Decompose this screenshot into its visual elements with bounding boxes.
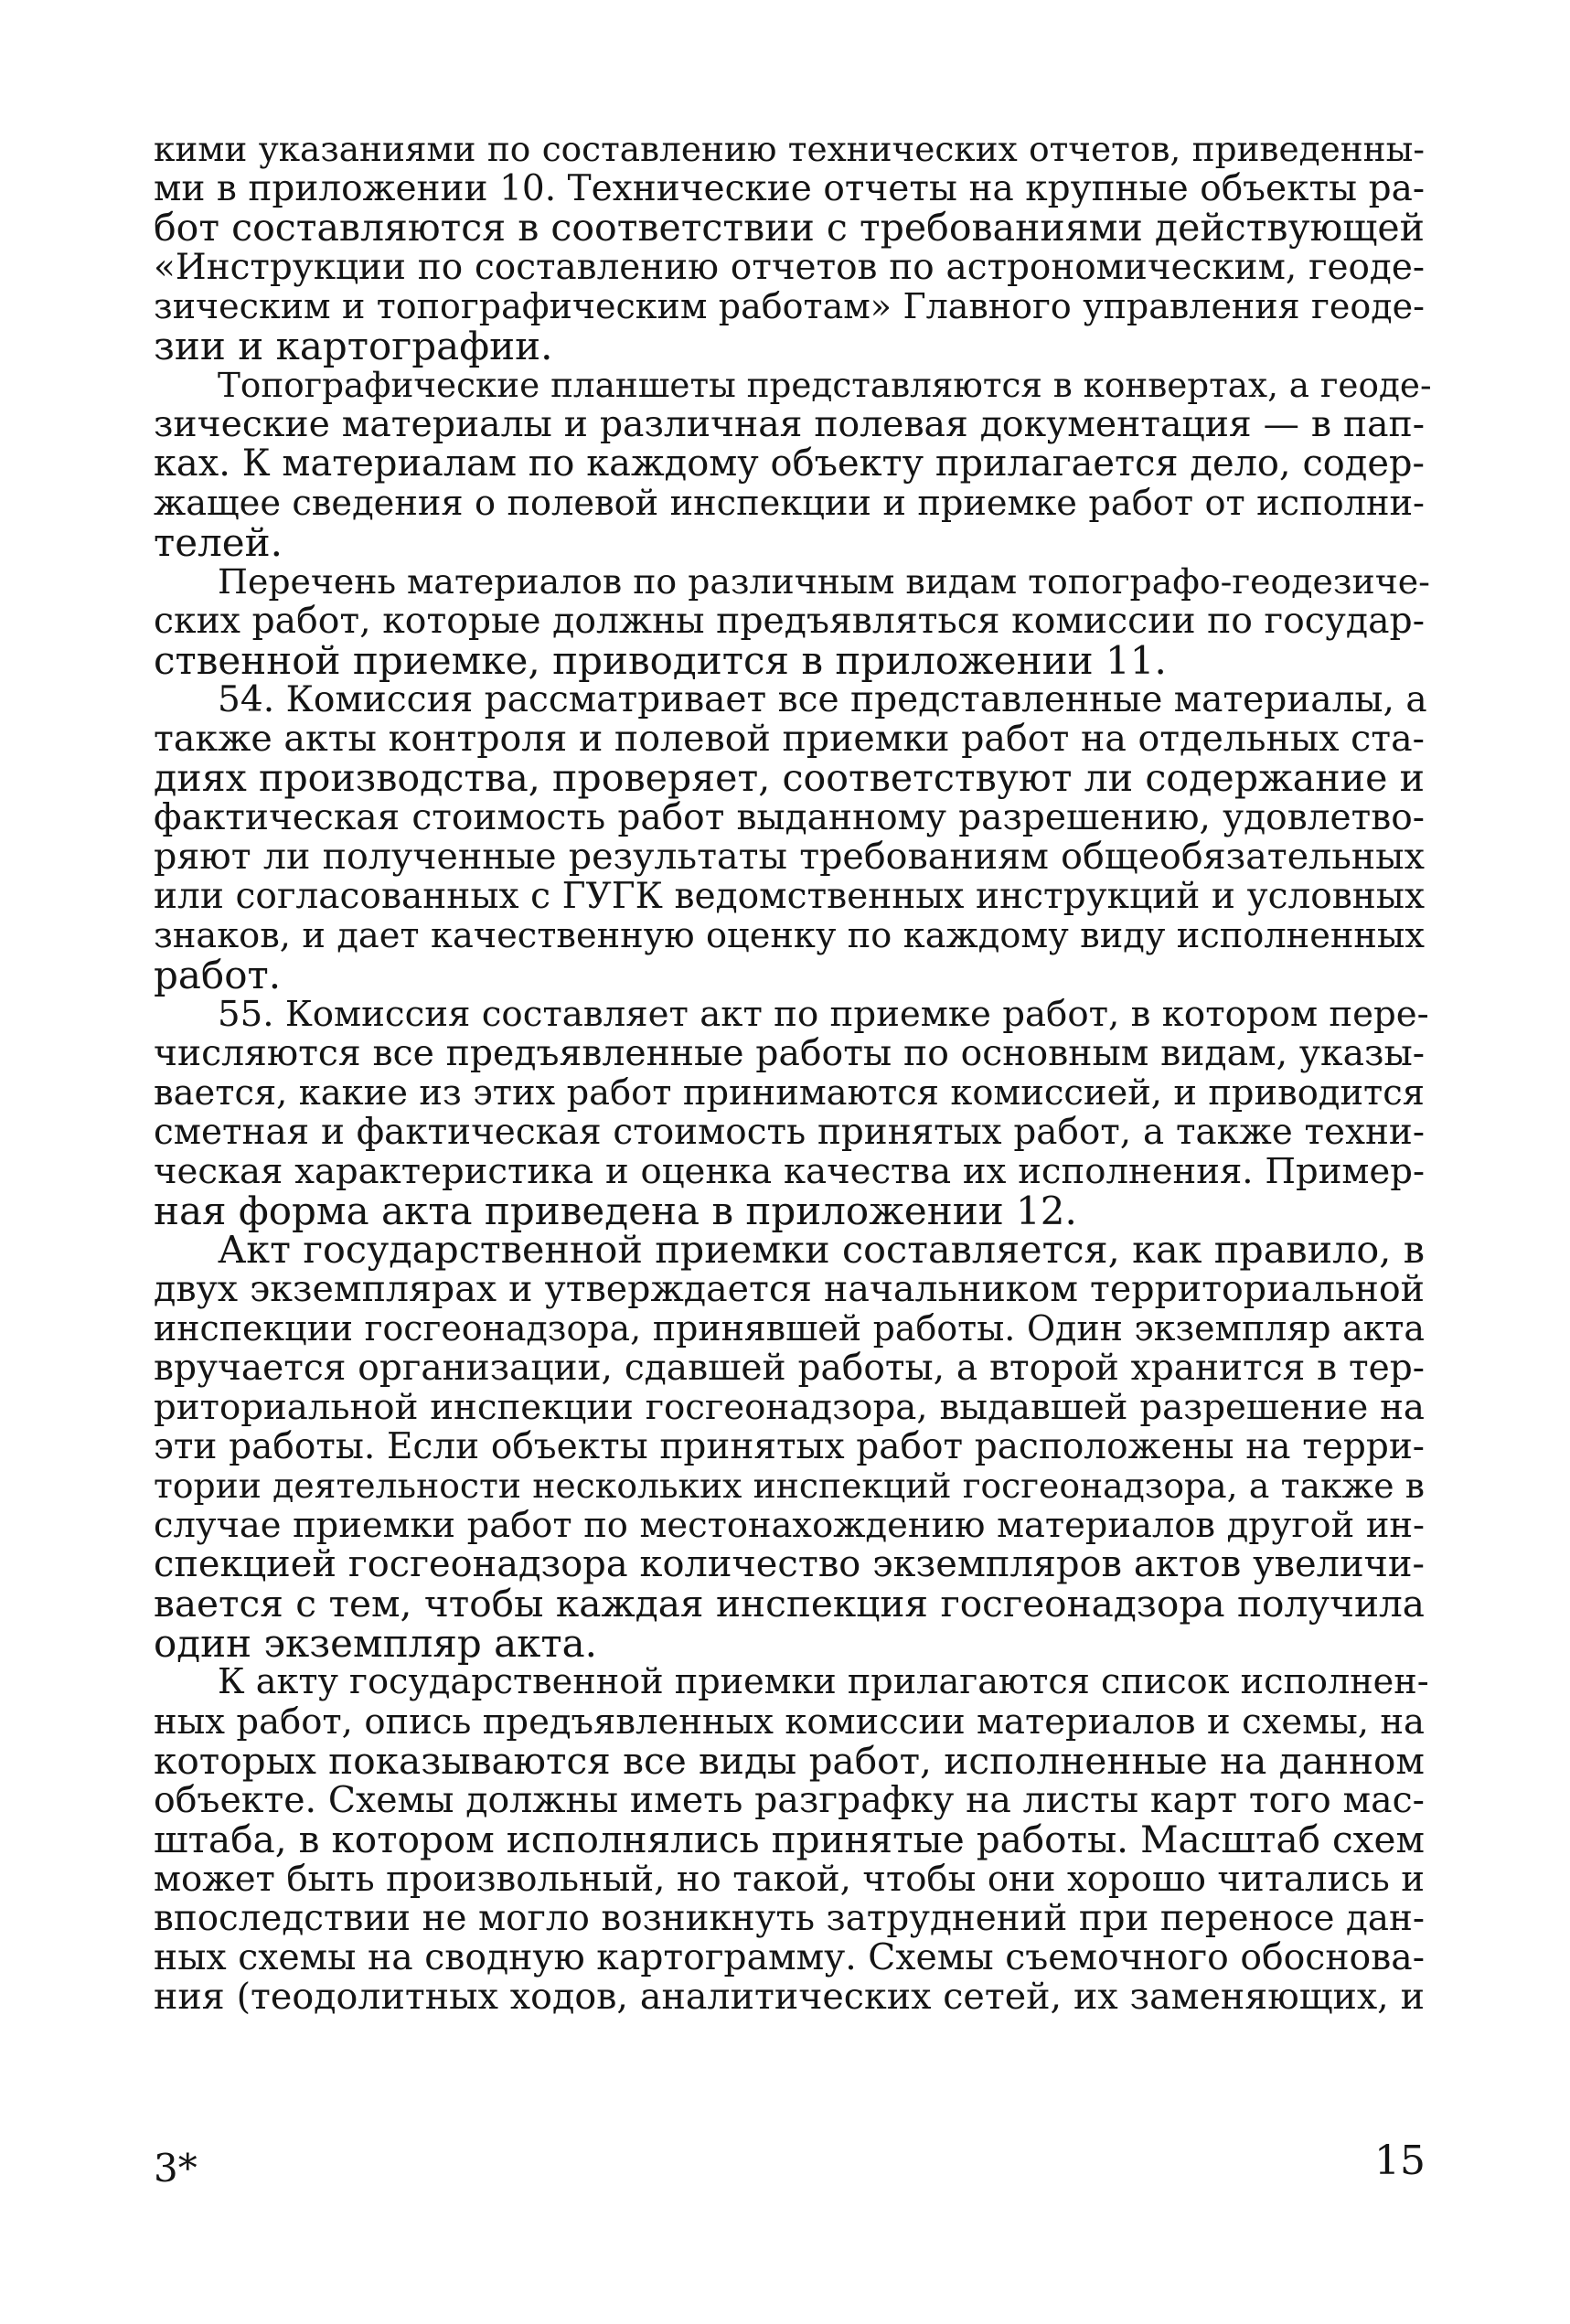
text-line: вается с тем, чтобы каждая инспекция госгеонадзора получила	[154, 1582, 1425, 1626]
text-line: объекте. Схемы должны иметь разграфку на листы карт того мас-	[154, 1779, 1425, 1821]
text-line: 54. Комиссия рассматривает все представленные материалы, а	[218, 679, 1427, 720]
text-line: диях производства, проверяет, соответствуют ли содержание и	[154, 756, 1425, 800]
text-line: ния (теодолитных ходов, аналитических сетей, их заменяющих, и	[154, 1976, 1425, 2018]
text-line: К акту государственной приемки прилагаются список исполнен-	[218, 1662, 1429, 1702]
text-line: работ.	[154, 953, 282, 997]
text-line: знаков, и дает качественную оценку по каждому виду исполненных	[154, 915, 1425, 956]
text-line: вается, какие из этих работ принимаются комиссией, и приводится	[154, 1072, 1425, 1114]
body-text	[154, 129, 1432, 2018]
text-line: ми в приложении 10. Технические отчеты на крупные объекты ра-	[154, 168, 1425, 209]
text-line: один экземпляр акта.	[154, 1621, 598, 1666]
text-line: случае приемки работ по местонахождению материалов другой ин-	[154, 1505, 1425, 1546]
page-number: 15	[1374, 2137, 1426, 2184]
text-line: Акт государственной приемки составляется, как правило, в	[218, 1228, 1425, 1272]
text-line: ках. К материалам по каждому объекту прилагается дело, содер-	[154, 442, 1425, 485]
text-line: спекцией госгеонадзора количество экземпляров актов увеличи-	[154, 1543, 1425, 1585]
text-line: штаба, в котором исполнялись принятые работы. Масштаб схем	[154, 1818, 1425, 1861]
text-line: зические материалы и различная полевая документация — в пап-	[154, 404, 1425, 445]
paragraph	[154, 365, 1432, 565]
text-line: зии и картографии.	[154, 324, 553, 368]
text-line: фактическая стоимость работ выданному разрешению, удовлетво-	[154, 797, 1425, 838]
text-line: бот составляются в соответствии с требованиями действующей	[154, 206, 1425, 250]
text-line: впоследствии не могло возникнуть затруднений при переносе дан-	[154, 1898, 1425, 1939]
text-line: жащее сведения о полевой инспекции и приемке работ от исполни-	[154, 483, 1425, 524]
paragraph	[154, 994, 1429, 1233]
text-line: двух экземплярах и утверждается начальником территориальной	[154, 1268, 1425, 1310]
text-line: или согласованных с ГУГК ведомственных инструкций и условных	[154, 876, 1425, 917]
text-line: ских работ, которые должны предъявляться комиссии по государ-	[154, 601, 1425, 642]
text-line: тории деятельности нескольких инспекций госгеонадзора, а также в	[154, 1466, 1425, 1506]
text-line: Перечень материалов по различным видам топографо-геодезиче-	[218, 561, 1430, 602]
text-line: которых показываются все виды работ, исполненные на данном	[154, 1739, 1425, 1783]
text-line: «Инструкции по составлению отчетов по астрономическим, геоде-	[154, 247, 1425, 288]
text-line: ственной приемке, приводится в приложении 11.	[154, 638, 1167, 683]
text-line: ных работ, опись предъявленных комиссии материалов и схемы, на	[154, 1701, 1425, 1743]
text-line: эти работы. Если объекты принятых работ расположены на терри-	[154, 1426, 1425, 1467]
text-line: риториальной инспекции госгеонадзора, выдавшей разрешение на	[154, 1387, 1425, 1428]
signature-mark: 3*	[154, 2146, 198, 2191]
text-line: инспекции госгеонадзора, принявшей работы. Один экземпляр акта	[154, 1308, 1425, 1349]
text-line: ческая характеристика и оценка качества их исполнения. Пример-	[154, 1151, 1425, 1192]
text-line: ная форма акта приведена в приложении 12.	[154, 1189, 1077, 1233]
text-line: Топографические планшеты представляются в конвертах, а геоде-	[218, 365, 1432, 405]
text-line: ных схемы на сводную картограмму. Схемы съемочного обоснова-	[154, 1937, 1425, 1978]
paragraph	[154, 561, 1430, 683]
text-line: сметная и фактическая стоимость принятых работ, а также техни-	[154, 1112, 1425, 1153]
paragraph	[154, 680, 1425, 995]
paragraph	[154, 1228, 1425, 1666]
text-line: зическим и топографическим работам» Главного управления геоде-	[154, 286, 1425, 326]
text-line: числяются все предъявленные работы по основным видам, указы-	[154, 1033, 1425, 1074]
text-line: ряют ли полученные результаты требованиям общеобязательных	[154, 836, 1425, 878]
paragraph	[154, 130, 1425, 366]
text-line: кими указаниями по составлению технических отчетов, приведенны-	[154, 129, 1425, 169]
paragraph	[154, 1662, 1429, 2018]
text-line: может быть произвольный, но такой, чтобы они хорошо читались и	[154, 1859, 1425, 1900]
text-line: вручается организации, сдавшей работы, а второй хранится в тер-	[154, 1348, 1425, 1389]
text-line: также акты контроля и полевой приемки работ на отдельных ста-	[154, 718, 1425, 760]
text-line: телей.	[154, 520, 283, 565]
text-line: 55. Комиссия составляет акт по приемке работ, в котором пере-	[218, 994, 1429, 1035]
